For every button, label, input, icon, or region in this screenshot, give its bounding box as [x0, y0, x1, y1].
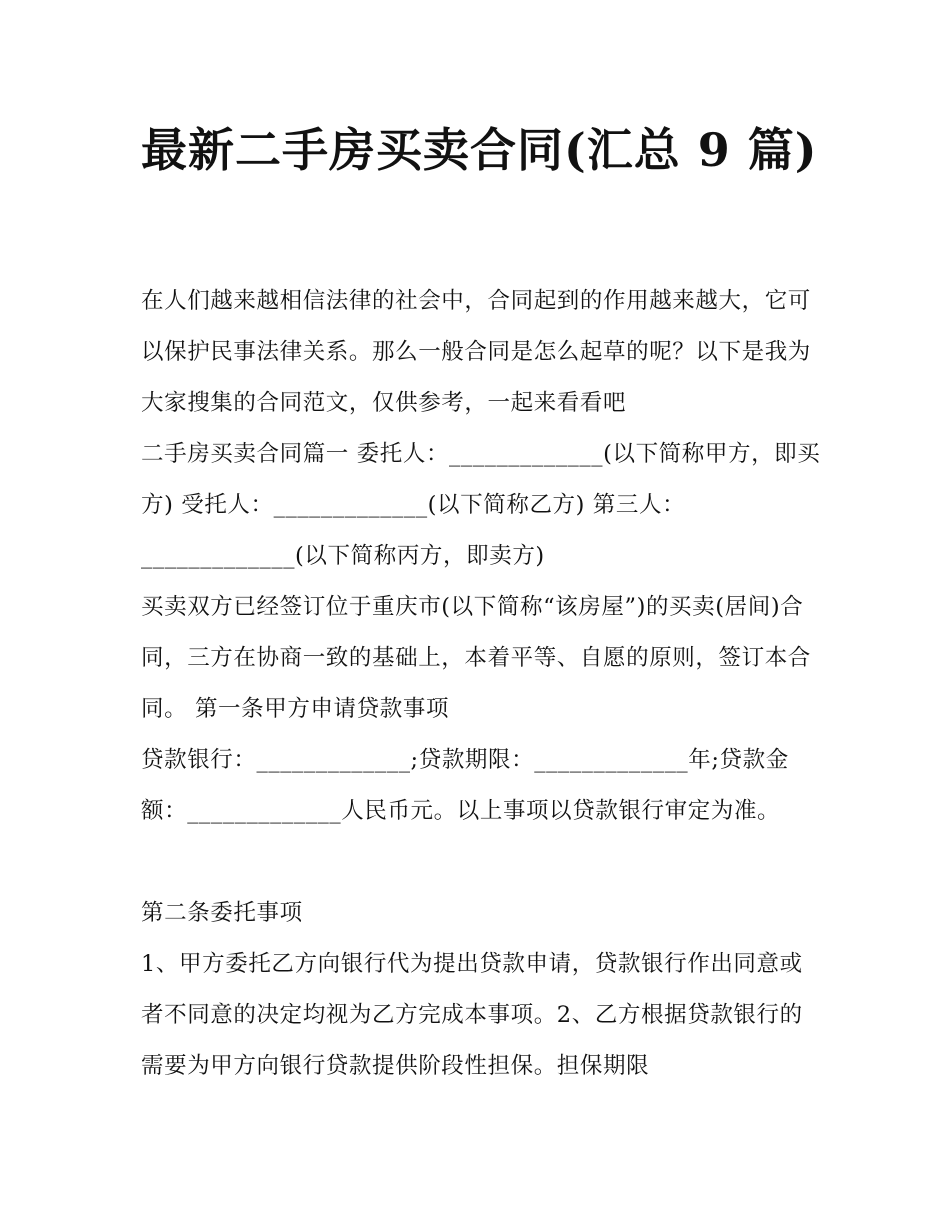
parties-paragraph: 二手房买卖合同篇一 委托人：_____________(以下简称甲方，即买方) 受托人：_____________(以下简称乙方) 第三人：_____________(以下简称丙方，即卖方) [141, 441, 821, 569]
article-two-heading: 第二条委托事项 [141, 900, 303, 926]
loan-details-paragraph: 贷款银行：_____________;贷款期限：_____________年;贷款金额：_____________人民币元。以上事项以贷款银行审定为准。 [141, 747, 789, 824]
article-two-paragraph: 1、甲方委托乙方向银行代为提出贷款申请，贷款银行作出同意或者不同意的决定均视为乙方完成本事项。2、乙方根据贷款银行的需要为甲方向银行贷款提供阶段性担保。担保期限 [141, 951, 803, 1079]
contract-background-paragraph: 买卖双方已经签订位于重庆市(以下简称“该房屋”)的买卖(居间)合同，三方在协商一致的基础上，本着平等、自愿的原则，签订本合同。 第一条甲方申请贷款事项 [141, 594, 811, 722]
intro-paragraph: 在人们越来越相信法律的社会中，合同起到的作用越来越大，它可以保护民事法律关系。那么一般合同是怎么起草的呢？以下是我为大家搜集的合同范文，仅供参考，一起来看看吧 [141, 288, 811, 416]
document-title: 最新二手房买卖合同(汇总 9 篇) [141, 123, 818, 177]
